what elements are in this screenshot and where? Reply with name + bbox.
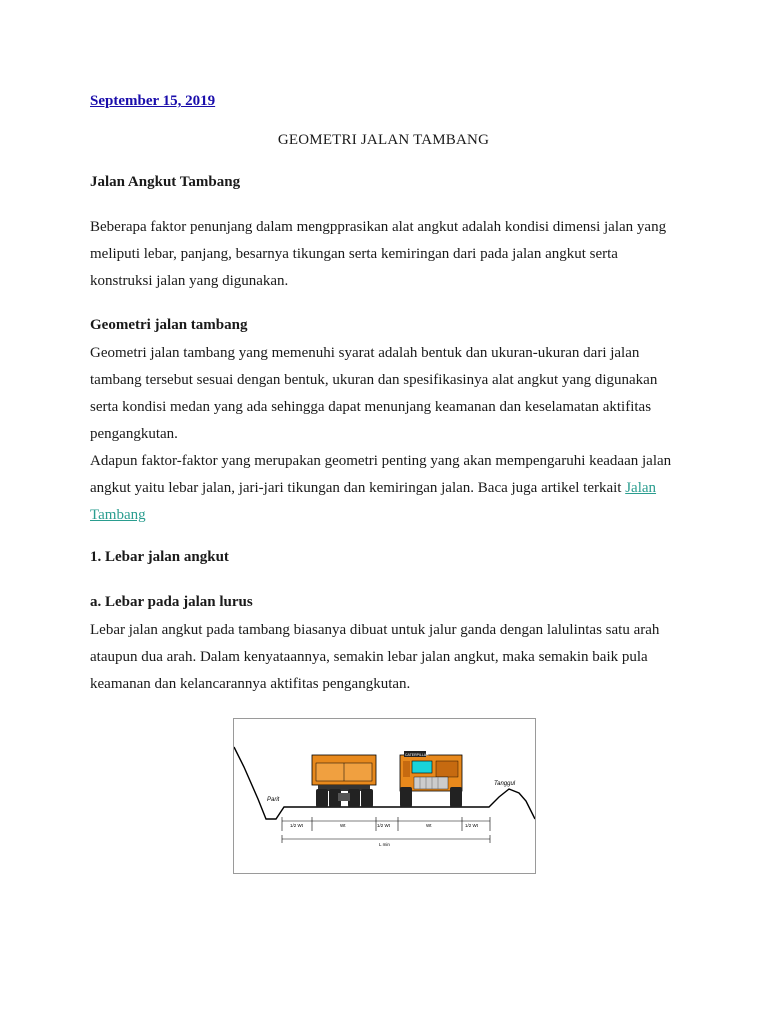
text-line: [90, 502, 690, 529]
post-date-link[interactable]: September 15, 2019: [90, 93, 216, 109]
text-line: ataupun dua arah. Dalam kenyataannya, semakin lebar jalan angkut, maka semakin baik pula: [90, 649, 648, 665]
text-line: konstruksi jalan yang digunakan.: [90, 273, 289, 289]
section-heading-geometri: Geometri jalan tambang: [90, 317, 248, 333]
road-width-diagram: [233, 718, 536, 874]
text-line: Beberapa faktor penunjang dalam mengpprasikan alat angkut adalah kondisi dimensi jalan yang: [90, 219, 667, 235]
document-title: GEOMETRI JALAN TAMBANG: [277, 132, 490, 148]
parit-label: Parit: [267, 797, 280, 803]
paragraph-intro: [90, 214, 690, 295]
truck-front-view: [400, 751, 462, 807]
text-line: pengangkutan.: [90, 426, 178, 442]
dim-label: 1/2 Wt: [465, 823, 479, 828]
dim-label: 1/2 Wt: [377, 823, 391, 828]
paragraph-geometri: [90, 340, 690, 529]
text-line: keamanan dan kelancarannya aktifitas pengangkutan.: [90, 676, 411, 692]
text-line: tambang tersebut sesuai dengan bentuk, ukuran dan spesifikasinya alat angkut yang digunakan: [90, 372, 658, 388]
truck-brand-label: CATERPILLAR: [405, 753, 429, 757]
text-line-prefix: angkut yaitu lebar jalan, jari-jari tikungan dan kemiringan jalan. Baca juga artikel terkait: [90, 480, 622, 496]
jalan-tambang-link[interactable]: Jalan: [625, 480, 657, 496]
dim-label: Wt: [426, 823, 432, 828]
text-line: Adapun faktor-faktor yang merupakan geometri penting yang akan mempengaruhi keadaan jalan: [90, 453, 672, 469]
terrain-profile: [234, 747, 535, 819]
text-line: Geometri jalan tambang yang memenuhi syarat adalah bentuk dan ukuran-ukuran dari jalan: [90, 345, 640, 361]
text-line: serta kondisi medan yang ada sehingga dapat menunjang keamanan dan keselamatan aktifitas: [90, 399, 652, 415]
truck-rear-view: [312, 755, 376, 807]
total-label: L min: [379, 842, 390, 847]
section-heading-lurus: a. Lebar pada jalan lurus: [90, 594, 253, 610]
text-line: [90, 475, 690, 502]
text-line: Lebar jalan angkut pada tambang biasanya dibuat untuk jalur ganda dengan lalulintas satu arah: [90, 622, 660, 638]
dim-label: Wt: [340, 823, 346, 828]
section-heading-jalan-angkut: Jalan Angkut Tambang: [90, 174, 241, 190]
dim-label: 1/2 Wt: [290, 823, 304, 828]
section-heading-lebar: 1. Lebar jalan angkut: [90, 549, 229, 565]
paragraph-lebar: [90, 617, 690, 698]
tanggul-label: Tanggul: [494, 781, 516, 787]
jalan-tambang-link-cont[interactable]: Tambang: [90, 507, 146, 523]
text-line: meliputi lebar, panjang, besarnya tikungan serta kemiringan dari pada jalan angkut serta: [90, 246, 618, 262]
